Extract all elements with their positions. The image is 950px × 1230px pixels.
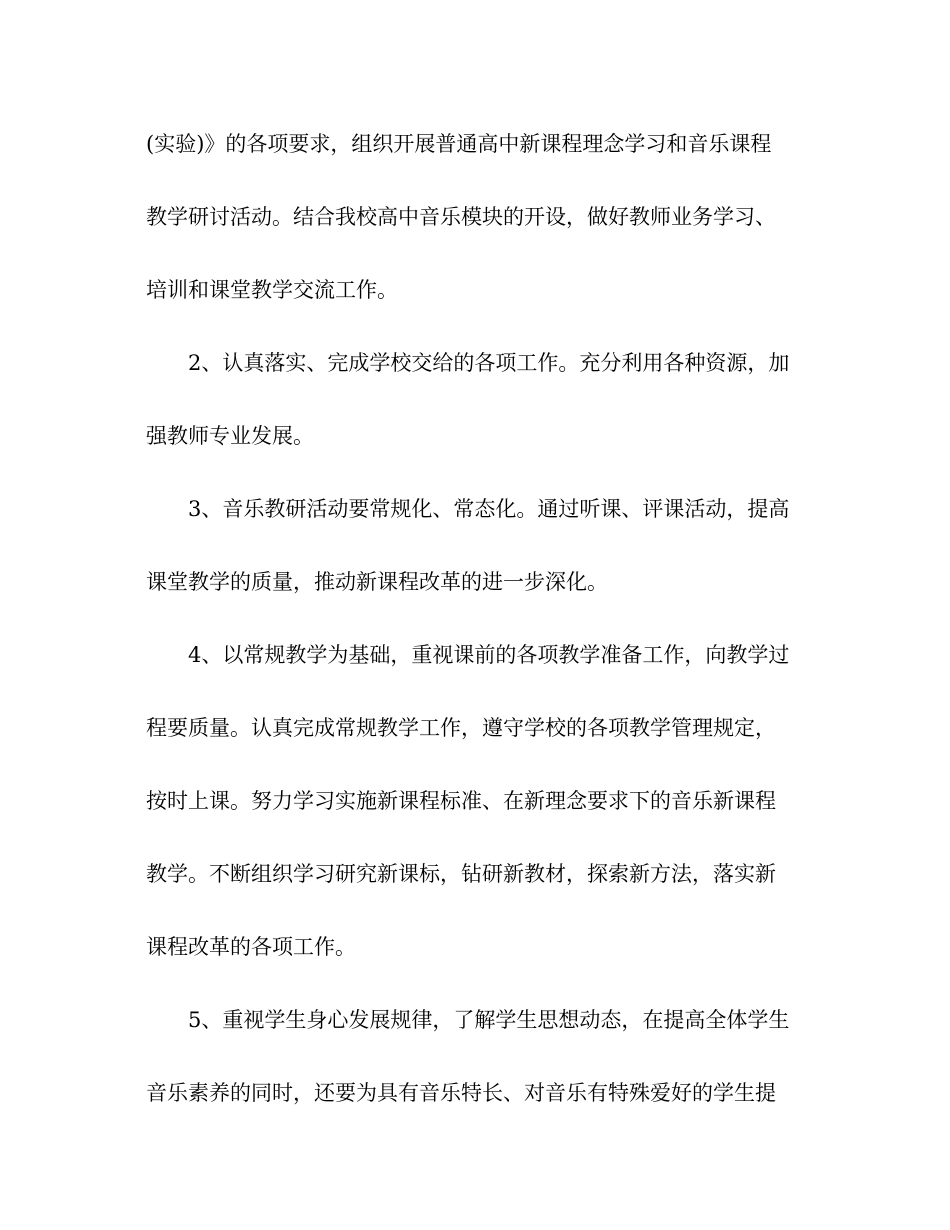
- text-line: 课程改革的各项工作。: [146, 935, 356, 959]
- paragraph-3-line: 3、音乐教研活动要常规化、常态化。通过听课、评课活动，提高: [188, 497, 790, 521]
- text-line: 教学。不断组织学习研究新课标，钻研新教材，探索新方法，落实新: [146, 862, 776, 886]
- paragraph-4-line: 4、以常规教学为基础，重视课前的各项教学准备工作，向教学过: [188, 643, 790, 667]
- text-line: 按时上课。努力学习实施新课程标准、在新理念要求下的音乐新课程: [146, 789, 776, 813]
- paragraph-5-line: 5、重视学生身心发展规律，了解学生思想动态，在提高全体学生: [188, 1008, 790, 1032]
- text-line: 课堂教学的质量，推动新课程改革的进一步深化。: [146, 570, 608, 594]
- text-line: 音乐素养的同时，还要为具有音乐特长、对音乐有特殊爱好的学生提: [146, 1081, 776, 1105]
- text-line: 强教师专业发展。: [146, 424, 314, 448]
- text-line: 程要质量。认真完成常规教学工作，遵守学校的各项教学管理规定，: [146, 716, 776, 740]
- text-line: (实验)》的各项要求，组织开展普通高中新课程理念学习和音乐课程: [146, 132, 772, 156]
- text-line: 教学研讨活动。结合我校高中音乐模块的开设，做好教师业务学习、: [146, 205, 776, 229]
- text-line: 培训和课堂教学交流工作。: [146, 278, 398, 302]
- paragraph-2-line: 2、认真落实、完成学校交给的各项工作。充分利用各种资源，加: [188, 351, 790, 375]
